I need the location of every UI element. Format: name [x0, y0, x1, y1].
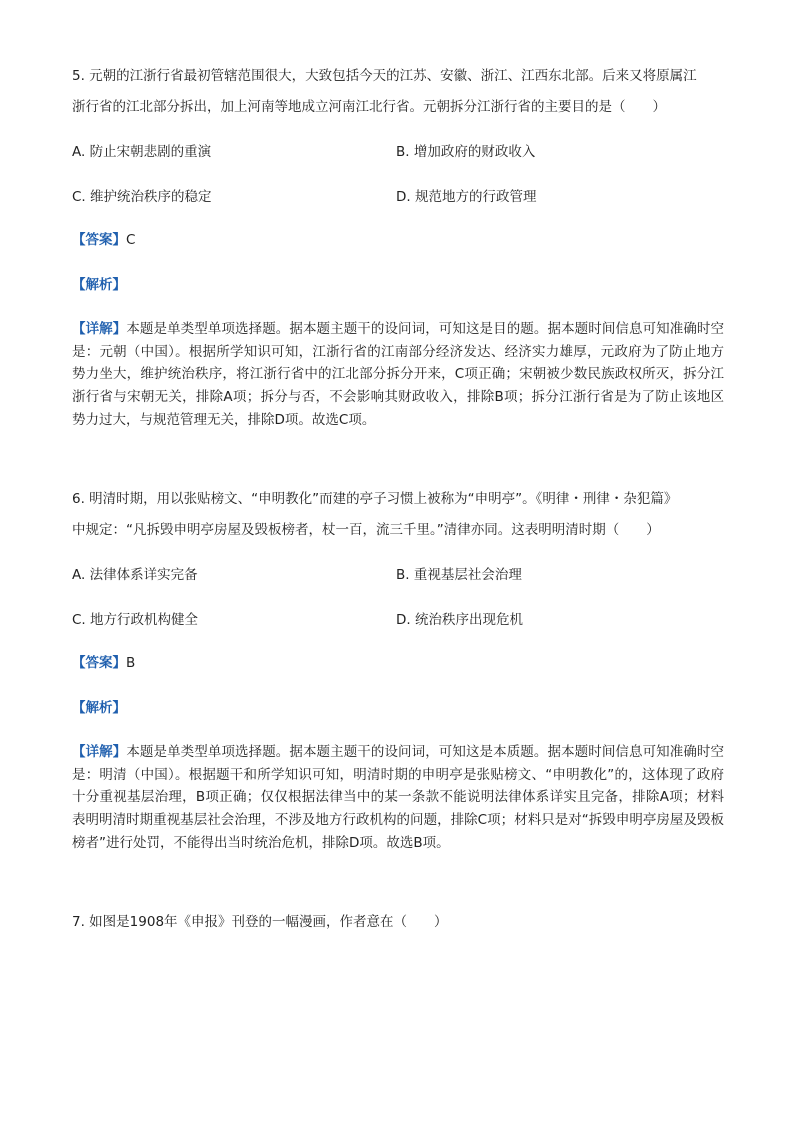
- q5-stem-line1: 5. 元朝的江浙行省最初管辖范围很大，大致包括今天的江苏、安徽、浙江、江西东北部。后来又将原属江: [72, 68, 697, 84]
- q5-option-b: B. 增加政府的财政收入: [396, 144, 536, 160]
- analysis-tag: 【解析】: [72, 277, 126, 293]
- answer-value: C: [126, 232, 136, 248]
- q6-option-d: D. 统治秩序出现危机: [396, 612, 523, 628]
- q5-answer: [72, 229, 135, 251]
- answer-value: B: [126, 655, 136, 671]
- answer-tag: 【答案】: [72, 232, 126, 248]
- q6-option-a: A. 法律体系详实完备: [72, 567, 198, 583]
- detail-text: 本题是单类型单项选择题。据本题主题干的设问词，可知这是本质题。据本题时间信息可知准确时空是：明清（中国）。根据题干和所学知识可知，明清时期的申明亭是张贴榜文、“申明教化”的，这体现了政府十分重视基层治理，B项正确；仅仅根据法律当中的某一条款不能说明法律体系详实且完备，排除A项；材料表明明清时期重视基层社会治理，不涉及地方行政机构的问题，排除C项；材料只是对“拆毁申明亭房屋及毁板榜者”进行处罚，不能得出当时统治危机，排除D项。故选B项。: [72, 744, 725, 851]
- q5-stem-line2: 浙行省的江北部分拆出，加上河南等地成立河南江北行省。元朝拆分江浙行省的主要目的是（ ）: [72, 99, 666, 115]
- q5-analysis: [72, 274, 126, 296]
- detail-text: 本题是单类型单项选择题。据本题主题干的设问词，可知这是目的题。据本题时间信息可知准确时空是：元朝（中国）。根据所学知识可知，江浙行省的江南部分经济发达、经济实力雄厚，元政府为了防止地方势力坐大，维护统治秩序，将江浙行省中的江北部分拆分开来，C项正确；宋朝被少数民族政权所灭，拆分江浙行省与宋朝无关，排除A项；拆分与否，不会影响其财政收入，排除B项；拆分江浙行省是为了防止该地区势力过大，与规范管理无关，排除D项。故选C项。: [72, 321, 725, 428]
- q5-option-a: A. 防止宋朝悲剧的重演: [72, 144, 212, 160]
- q6-answer: [72, 652, 135, 674]
- q6-stem-line1: 6. 明清时期，用以张贴榜文、“申明教化”而建的亭子习惯上被称为“申明亭”。《明律・刑律・杂犯篇》: [72, 491, 678, 507]
- detail-tag: 【详解】: [72, 744, 127, 760]
- q6-option-b: B. 重视基层社会治理: [396, 567, 522, 583]
- q7-stem: 7. 如图是1908年《申报》刊登的一幅漫画，作者意在（ ）: [72, 914, 448, 930]
- q5-detail: [72, 318, 724, 432]
- q6-option-c: C. 地方行政机构健全: [72, 612, 199, 628]
- q6-analysis: [72, 697, 126, 719]
- q5-option-d: D. 规范地方的行政管理: [396, 189, 537, 205]
- q5-option-c: C. 维护统治秩序的稳定: [72, 189, 212, 205]
- detail-tag: 【详解】: [72, 321, 127, 337]
- analysis-tag: 【解析】: [72, 700, 126, 716]
- q6-stem-line2: 中规定：“凡拆毁申明亭房屋及毁板榜者，杖一百，流三千里。”清律亦同。这表明明清时期（ ）: [72, 522, 660, 538]
- q6-detail: [72, 741, 724, 855]
- answer-tag: 【答案】: [72, 655, 126, 671]
